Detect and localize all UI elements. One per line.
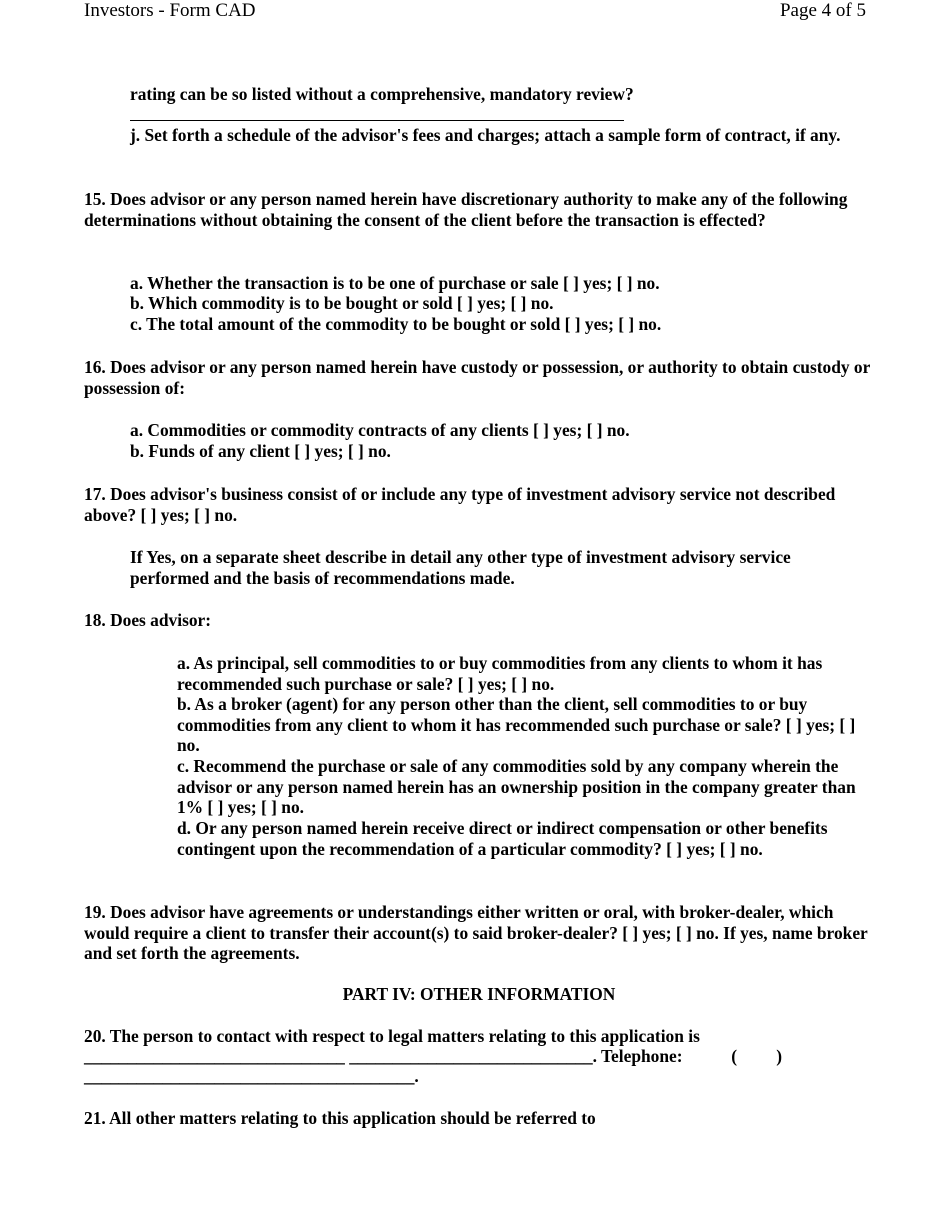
q14-j: j. Set forth a schedule of the advisor's fees and charges; attach a sample form of contract, if any. xyxy=(130,125,841,145)
q15-question: 15. Does advisor or any person named herein have discretionary authority to make any of the following determinations without obtaining the consent of the client before the transaction is effected? xyxy=(84,189,848,230)
q18-item-a: a. As principal, sell commodities to or buy commodities from any clients to whom it has recommended such purchase or sale? [ ] yes; [ ] no. xyxy=(177,653,823,694)
part-iv-heading: PART IV: OTHER INFORMATION xyxy=(342,984,616,1004)
q18-item-b: b. As a broker (agent) for any person other than the client, sell commodities to or buy commodities from any client to whom it has recommended such purchase or sale? [ ] yes; [ ] no. xyxy=(177,694,856,755)
q18-item-c: c. Recommend the purchase or sale of any commodities sold by any company wherein the advisor or any person named herein has an ownership position in the company greater than 1% [ ] yes; [ ] no. xyxy=(177,756,856,817)
q15-item-b: b. Which commodity is to be bought or sold [ ] yes; [ ] no. xyxy=(130,293,554,313)
q15-item-c: c. The total amount of the commodity to be bought or sold [ ] yes; [ ] no. xyxy=(130,314,662,334)
q20-phone-area-code: ( ) xyxy=(731,1046,782,1066)
q20-contact-blanks: ______________________________ ____________________________. Telephone: xyxy=(84,1046,683,1066)
q14-i-tail: rating can be so listed without a comprehensive, mandatory review? xyxy=(130,84,634,104)
q17-note: If Yes, on a separate sheet describe in detail any other type of investment advisory service performed and the basis of recommendations made. xyxy=(130,547,791,588)
q19-question: 19. Does advisor have agreements or understandings either written or oral, with broker-dealer, which would require a client to transfer their account(s) to said broker-dealer? [ ] yes; [ ] no. If yes, name broker and set forth the agreements. xyxy=(84,902,868,963)
q18-question: 18. Does advisor: xyxy=(84,610,212,630)
answer-line xyxy=(130,120,624,121)
q16-question: 16. Does advisor or any person named herein have custody or possession, or authority to obtain custody or possession of: xyxy=(84,357,871,398)
q20-line-2 xyxy=(84,1046,874,1067)
q18-item-d: d. Or any person named herein receive direct or indirect compensation or other benefits contingent upon the recommendation of a particular commodity? [ ] yes; [ ] no. xyxy=(177,818,828,859)
q20-line-1: 20. The person to contact with respect to legal matters relating to this application is xyxy=(84,1026,700,1046)
q21-question: 21. All other matters relating to this application should be referred to xyxy=(84,1108,596,1128)
q20-line-3: ______________________________________. xyxy=(84,1066,419,1086)
q17-question: 17. Does advisor's business consist of or include any type of investment advisory service not described above? [ ] yes; [ ] no. xyxy=(84,484,836,525)
q15-item-a: a. Whether the transaction is to be one of purchase or sale [ ] yes; [ ] no. xyxy=(130,273,660,293)
header-form-title: Investors - Form CAD xyxy=(84,0,256,21)
q16-item-a: a. Commodities or commodity contracts of any clients [ ] yes; [ ] no. xyxy=(130,420,630,440)
header-page-number: Page 4 of 5 xyxy=(779,0,866,21)
q16-item-b: b. Funds of any client [ ] yes; [ ] no. xyxy=(130,441,391,461)
